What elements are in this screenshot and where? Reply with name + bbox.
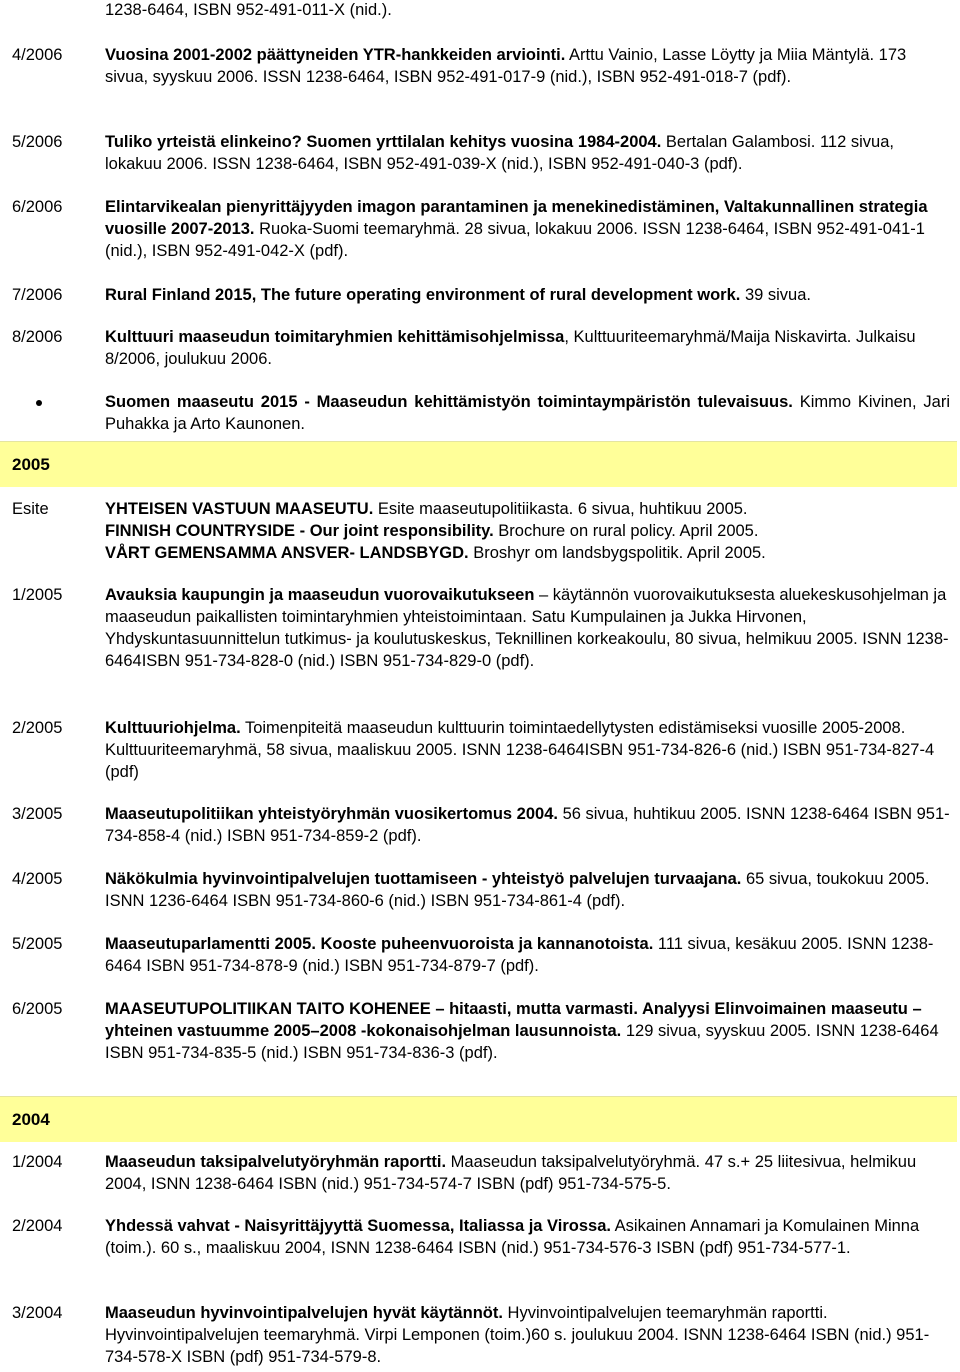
publication-number: 3/2005 <box>12 805 63 823</box>
entry-text <box>105 391 950 435</box>
publication-title: Kulttuuri maaseudun toimitaryhmien kehittämisohjelmissa <box>105 328 565 346</box>
publication-title: Vuosina 2001-2002 päättyneiden YTR-hankkeiden arviointi. <box>105 46 566 64</box>
entry-text <box>105 498 950 564</box>
publication-details: Asikainen Annamari ja Komulainen Minna (toim.). 60 s., maaliskuu 2004, ISNN 1238-6464 ISBN (nid.) 951-734-576-3 ISBN (pdf) 951-734-577-1. <box>105 1217 920 1257</box>
entry-text <box>105 284 950 306</box>
publication-title: Maaseudun hyvinvointipalvelujen hyvät käytännöt. <box>105 1304 503 1322</box>
publication-details: Broshyr om landsbygspolitik. April 2005. <box>468 544 766 562</box>
publication-details: Arttu Vainio, Lasse Löytty ja Miia Mäntylä. 173 sivua, syyskuu 2006. ISSN 1238-6464, ISBN 952-491-017-9 (nid.), ISBN 952-491-018-7 (pdf). <box>105 46 907 86</box>
entry-text <box>105 1302 950 1368</box>
publication-number: 7/2006 <box>12 286 63 304</box>
publication-title: Avauksia kaupungin ja maaseudun vuorovaikutukseen <box>105 586 535 604</box>
brochure-line <box>105 520 950 542</box>
publication-number: Esite <box>12 500 49 518</box>
publication-details: Esite maaseutupolitiikasta. 6 sivua, huhtikuu 2005. <box>373 500 748 518</box>
publication-number: 4/2006 <box>12 46 63 64</box>
brochure-line <box>105 542 950 564</box>
publication-title: Suomen maaseutu 2015 - Maaseudun kehittämistyön toimintaympäristön tulevaisuus. <box>105 393 793 411</box>
year-label: 2004 <box>12 1110 50 1129</box>
publication-details: Bertalan Galambosi. 112 sivua, lokakuu 2006. ISSN 1238-6464, ISBN 952-491-039-X (nid.), ISBN 952-491-040-3 (pdf). <box>105 133 894 173</box>
publication-number: 3/2004 <box>12 1304 63 1322</box>
publication-title: Näkökulmia hyvinvointipalvelujen tuottamiseen - yhteistyö palvelujen turvaajana. <box>105 870 742 888</box>
publication-number: 5/2005 <box>12 935 63 953</box>
publication-details: – käytännön vuorovaikutuksesta aluekeskusohjelman ja maaseudun paikallisten toimintaryhmien yhteistoimintaan. Satu Kumpulainen ja Jukka Hirvonen, Yhdyskuntasuunnittelun tutkimus- ja koulutuskeskus, Teknillinen korkeakoulu, 80 sivua, helmikuu 2005. ISNN 1238-6464ISBN 951-734-828-0 (nid.) ISBN 951-734-829-0 (pdf). <box>105 586 949 670</box>
publication-details: 56 sivua, huhtikuu 2005. ISNN 1238-6464 ISBN 951-734-858-4 (nid.) ISBN 951-734-859-2 (pdf). <box>105 805 950 845</box>
publication-details: 39 sivua. <box>740 286 811 304</box>
publication-number: 1/2005 <box>12 586 63 604</box>
publication-title: Maaseutupolitiikan yhteistyöryhmän vuosikertomus 2004. <box>105 805 558 823</box>
entry-text <box>105 584 950 672</box>
publication-number: 2/2005 <box>12 719 63 737</box>
entry-text <box>105 196 950 262</box>
publication-title: Tuliko yrteistä elinkeino? Suomen yrttilalan kehitys vuosina 1984-2004. <box>105 133 662 151</box>
entry-text <box>105 131 950 175</box>
publication-number: 5/2006 <box>12 133 63 151</box>
entry-text <box>105 1151 950 1195</box>
entry-text <box>105 717 950 783</box>
publication-number: 8/2006 <box>12 328 63 346</box>
entry-text <box>105 933 950 977</box>
publication-details: Ruoka-Suomi teemaryhmä. 28 sivua, lokakuu 2006. ISSN 1238-6464, ISBN 952-491-041-1 (nid.), ISBN 952-491-042-X (pdf). <box>105 220 925 260</box>
year-header-2005 <box>0 441 957 487</box>
entry-text <box>105 326 950 370</box>
publication-title: Kulttuuriohjelma. <box>105 719 241 737</box>
entry-text <box>105 44 950 88</box>
publication-title: VÅRT GEMENSAMMA ANSVER- LANDSBYGD. <box>105 544 469 562</box>
publication-details: Maaseudun taksipalvelutyöryhmä. 47 s.+ 25 liitesivua, helmikuu 2004, ISNN 1238-6464 ISBN (nid.) 951-734-574-7 ISBN (pdf) 951-734-575-5. <box>105 1153 917 1193</box>
entry-text <box>105 998 950 1064</box>
year-header-2004 <box>0 1096 957 1142</box>
publication-title: MAASEUTUPOLITIIKAN TAITO KOHENEE – hitaasti, mutta varmasti. Analyysi Elinvoimainen maaseutu – yhteinen vastuumme 2005–2008 -kokonaisohjelman lausunnoista. <box>105 1000 922 1040</box>
publication-number: 6/2006 <box>12 198 63 216</box>
publication-number: 6/2005 <box>12 1000 63 1018</box>
publication-title: Elintarvikealan pienyrittäjyyden imagon parantaminen ja menekinedistäminen, Valtakunnallinen strategia vuosille 2007-2013. <box>105 198 928 238</box>
publication-title: FINNISH COUNTRYSIDE - Our joint responsibility. <box>105 522 494 540</box>
publication-title: YHTEISEN VASTUUN MAASEUTU. <box>105 500 374 518</box>
publication-details: Toimenpiteitä maaseudun kulttuurin toimintaedellytysten edistämiseksi vuosille 2005-2008. Kulttuuriteemaryhmä, 58 sivua, maaliskuu 2005. ISNN 1238-6464ISBN 951-734-826-6 (nid.) ISBN 951-734-827-4 (pdf) <box>105 719 935 781</box>
publication-number: 1/2004 <box>12 1153 63 1171</box>
publication-details: Kimmo Kivinen, Jari Puhakka ja Arto Kaunonen. <box>105 393 950 433</box>
publication-number: 4/2005 <box>12 870 63 888</box>
publication-title: Maaseudun taksipalvelutyöryhmän raportti. <box>105 1153 447 1171</box>
brochure-line <box>105 498 950 520</box>
entry-text <box>105 803 950 847</box>
publication-details: , Kulttuuriteemaryhmä/Maija Niskavirta. Julkaisu 8/2006, joulukuu 2006. <box>105 328 916 368</box>
bullet-icon <box>36 400 42 406</box>
publication-details: Hyvinvointipalvelujen teemaryhmän raportti. Hyvinvointipalvelujen teemaryhmä. Virpi Lemponen (toim.)60 s. joulukuu 2004. ISNN 1238-6464 ISBN (nid.) 951-734-578-X ISBN (pdf) 951-734-579-8. <box>105 1304 930 1366</box>
publication-title: Yhdessä vahvat - Naisyrittäjyyttä Suomessa, Italiassa ja Virossa. <box>105 1217 611 1235</box>
publication-details: Brochure on rural policy. April 2005. <box>493 522 759 540</box>
entry-text <box>105 1215 950 1259</box>
publication-title: Maaseutuparlamentti 2005. Kooste puheenvuoroista ja kannanotoista. <box>105 935 654 953</box>
publication-title: Rural Finland 2015, The future operating environment of rural development work. <box>105 286 741 304</box>
entry-text: 1238-6464, ISBN 952-491-011-X (nid.). <box>105 1 392 19</box>
publication-number: 2/2004 <box>12 1217 63 1235</box>
publication-details: 111 sivua, kesäkuu 2005. ISNN 1238-6464 ISBN 951-734-878-9 (nid.) ISBN 951-734-879-7 (pdf). <box>105 935 934 975</box>
publication-details: 65 sivua, toukokuu 2005. ISNN 1236-6464 ISBN 951-734-860-6 (nid.) ISBN 951-734-861-4 (pdf). <box>105 870 930 910</box>
publication-details: 129 sivua, syyskuu 2005. ISNN 1238-6464 ISBN 951-734-835-5 (nid.) ISBN 951-734-836-3 (pdf). <box>105 1022 939 1062</box>
entry-text <box>105 868 950 912</box>
year-label: 2005 <box>12 455 50 474</box>
